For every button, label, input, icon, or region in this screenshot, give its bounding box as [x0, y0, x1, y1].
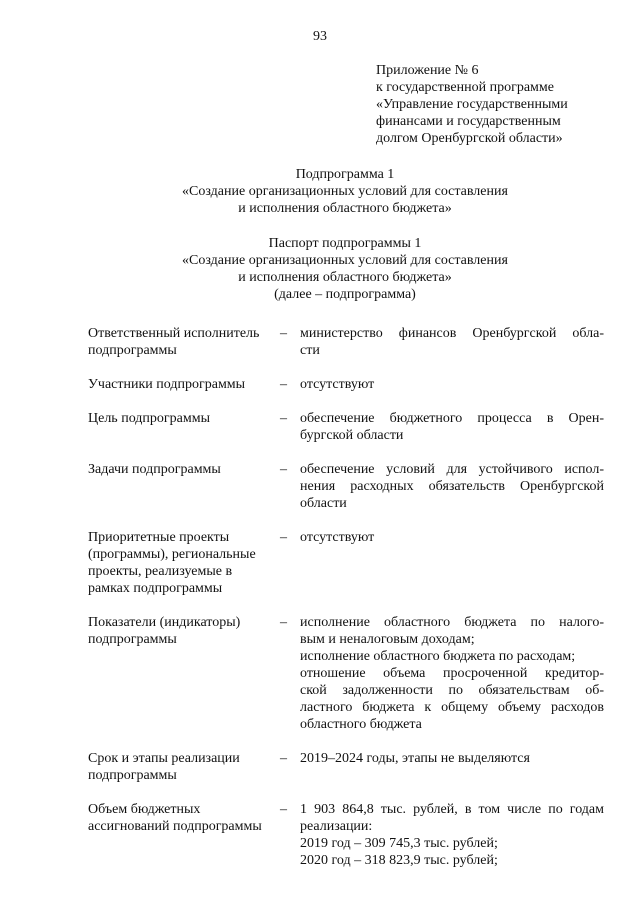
- row-label-line: Приоритетные проекты: [88, 530, 230, 545]
- row-value: [300, 410, 604, 444]
- row-value: [300, 529, 604, 597]
- passport-title-line: и исполнения областного бюджета»: [238, 270, 452, 285]
- row-dash: –: [280, 462, 287, 477]
- row-label-line: Срок и этапы реализации: [88, 751, 240, 766]
- row-value: [300, 461, 604, 512]
- row-value-line: бургской области: [300, 428, 404, 443]
- row-value-line: вым и неналоговым доходам;: [300, 632, 475, 647]
- appendix-line: долгом Оренбургской области»: [376, 131, 563, 146]
- row-label-line: ассигнований подпрограммы: [88, 819, 262, 834]
- row-value: [300, 376, 604, 393]
- row-value: [300, 750, 604, 784]
- row-dash: –: [280, 751, 287, 766]
- row-value-line: 1 903 864,8 тыс. рублей, в том числе по годам: [300, 802, 604, 817]
- subprogram-heading: [0, 166, 640, 217]
- passport-row: [88, 325, 608, 359]
- subprogram-title-line: и исполнения областного бюджета»: [238, 201, 452, 216]
- row-label: [88, 750, 280, 784]
- row-value: [300, 614, 604, 733]
- row-label-line: подпрограммы: [88, 343, 177, 358]
- row-label-line: Показатели (индикаторы): [88, 615, 241, 630]
- row-label-line: Объем бюджетных: [88, 802, 201, 817]
- passport-row: [88, 614, 608, 733]
- appendix-line: Приложение № 6: [376, 63, 479, 78]
- row-value-line: области: [300, 496, 347, 511]
- row-value-line: исполнение областного бюджета по налого-: [300, 615, 604, 630]
- row-label: [88, 801, 280, 869]
- row-label: [88, 529, 280, 597]
- row-dash: –: [280, 615, 287, 630]
- row-label-line: Ответственный исполнитель: [88, 326, 260, 341]
- passport-subtitle: (далее – подпрограмма): [274, 287, 416, 302]
- row-dash: –: [280, 530, 287, 545]
- row-label-line: Участники подпрограммы: [88, 377, 246, 392]
- passport-row: [88, 461, 608, 512]
- row-value-line: сти: [300, 343, 320, 358]
- row-dash: –: [280, 802, 287, 817]
- row-value: [300, 801, 604, 869]
- row-value-line: обеспечение условий для устойчивого испол-: [300, 462, 604, 477]
- row-dash: –: [280, 377, 287, 392]
- passport-row: [88, 529, 608, 597]
- row-label-line: рамках подпрограммы: [88, 581, 223, 596]
- passport-row: [88, 376, 608, 393]
- row-value: [300, 325, 604, 359]
- row-label-line: Цель подпрограммы: [88, 411, 210, 426]
- row-label-line: подпрограммы: [88, 768, 177, 783]
- passport-row: [88, 750, 608, 784]
- passport-row: [88, 801, 608, 869]
- row-label: [88, 325, 280, 359]
- row-value-line: исполнение областного бюджета по расходам;: [300, 649, 576, 664]
- appendix-line: к государственной программе: [376, 80, 554, 95]
- row-value-line: министерство финансов Оренбургской обла-: [300, 326, 604, 341]
- row-label: [88, 461, 280, 512]
- subprogram-title: Подпрограмма 1: [295, 167, 395, 182]
- row-label-line: подпрограммы: [88, 632, 177, 647]
- row-value-line: 2020 год – 318 823,9 тыс. рублей;: [300, 853, 498, 868]
- appendix-line: финансами и государственным: [376, 114, 561, 129]
- passport-title-line: «Создание организационных условий для составления: [182, 253, 508, 268]
- row-label: [88, 376, 280, 393]
- row-value-line: 2019 год – 309 745,3 тыс. рублей;: [300, 836, 498, 851]
- row-value-line: отсутствуют: [300, 377, 375, 392]
- row-label-line: Задачи подпрограммы: [88, 462, 221, 477]
- passport-table: [88, 325, 608, 886]
- row-value-line: ластного бюджета к общему объему расходов: [300, 700, 604, 715]
- passport-row: [88, 410, 608, 444]
- row-label: [88, 614, 280, 733]
- row-label: [88, 410, 280, 444]
- row-value-line: нения расходных обязательств Оренбургской: [300, 479, 604, 494]
- row-value-line: отсутствуют: [300, 530, 375, 545]
- row-value-line: отношение объема просроченной кредитор-: [300, 666, 604, 681]
- row-value-line: ской задолженности по обязательствам об-: [300, 683, 604, 698]
- page-number: 93: [313, 29, 327, 44]
- row-value-line: обеспечение бюджетного процесса в Орен-: [300, 411, 604, 426]
- row-value-line: реализации:: [300, 819, 373, 834]
- row-dash: –: [280, 326, 287, 341]
- subprogram-title-line: «Создание организационных условий для составления: [182, 184, 508, 199]
- appendix-note: [376, 62, 626, 147]
- passport-title: Паспорт подпрограммы 1: [268, 236, 422, 251]
- appendix-line: «Управление государственными: [376, 97, 568, 112]
- row-label-line: (программы), региональные: [88, 547, 256, 562]
- row-value-line: 2019–2024 годы, этапы не выделяются: [300, 751, 530, 766]
- row-label-line: проекты, реализуемые в: [88, 564, 233, 579]
- row-dash: –: [280, 411, 287, 426]
- row-value-line: областного бюджета: [300, 717, 422, 732]
- passport-heading: [0, 235, 640, 303]
